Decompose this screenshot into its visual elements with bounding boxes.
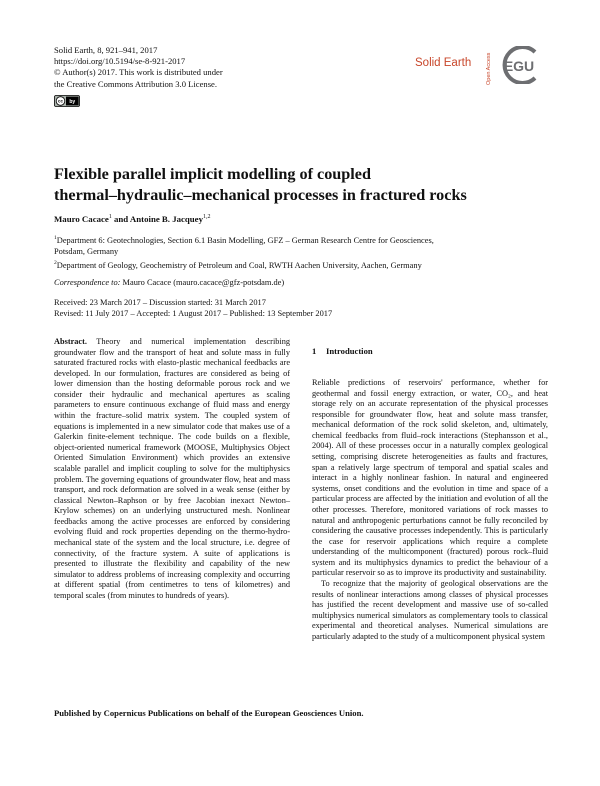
intro-paragraph-1: Reliable predictions of reservoirs' performance, whether for geothermal and fossil energy extraction, or water, CO₂, and heat storage rely on an accurate representation of the physical processes responsible for groundwater flow, heat and solute mass transfer, mechanical deformation of the rock solid skeleton, and, ultimately, chemical feedbacks from fluid–rock interactions (Stephansson et al., 2004). All of these processes occur in a naturally complex geological setting, comprising discrete heterogeneities as faults and fractures, span a relatively large spectrum of temporal and spatial scales and interact in a highly nonlinear fashion. In natural and engineered systems, onset conditions and the evolution in time and space of a particular process are affected by the initiation and evolution of all the other processes. Therefore, monitored variations of rock masses to natural and anthropogenic perturbations cannot be fully reconciled by considering the causative processes independently. This is particularly the case for reservoir applications which require a complete understanding of the multicomponent (fractured) porous rock–fluid system and its multiphysics dynamics to predict the behaviour of a particular reservoir so as to improve its productivity and sustainability. [312, 378, 548, 578]
author-name: Antoine B. Jacquey [129, 214, 203, 224]
correspondence-email[interactable]: Mauro Cacace (mauro.cacace@gfz-potsdam.de) [120, 278, 285, 287]
affiliation-1: $^1$Department 6: Geotechnologies, Section 6.1 Basin Modelling, GFZ – German Research Centre for Geosciences, [54, 235, 434, 245]
abstract-paragraph [54, 337, 290, 601]
article-title: Flexible parallel implicit modelling of coupled thermal–hydraulic–mechanical processes in fractured rocks [54, 165, 467, 204]
affiliations: $^1$Department 6: Geotechnologies, Section 6.1 Basin Modelling, GFZ – German Research Centre for Geosciences, Potsdam, Germany $^2$Department of Geology, Geochemistry of Petroleum and Coal, RWTH Aachen University, Aachen, Germany [54, 233, 554, 271]
journal-brand [415, 44, 545, 84]
section-heading-introduction: 1 Introduction [312, 346, 373, 356]
correspondence: Correspondence to: Mauro Cacace (mauro.cacace@gfz-potsdam.de) [54, 278, 285, 287]
affiliation-2: $^2$Department of Geology, Geochemistry of Petroleum and Coal, RWTH Aachen University, Aachen, Germany [54, 259, 422, 270]
author-name: Mauro Cacace [54, 214, 109, 224]
intro-paragraph-2: To recognize that the majority of geological observations are the results of nonlinear interactions among classes of physical processes has justified the recent development and massive use of so-called multiphysics numerical simulators as complementary tools to classical experimental and theoretical analyses. Numerical simulations are particularly adapted to the study of a multicomponent physical system [312, 578, 548, 641]
abstract-label: Abstract. [54, 337, 87, 346]
license-line: the Creative Commons Attribution 3.0 License. [54, 78, 218, 89]
journal-name: Solid Earth [415, 57, 472, 69]
svg-text:cc: cc [58, 98, 63, 104]
svg-text:by: by [69, 99, 76, 106]
svg-text:EGU: EGU [503, 58, 535, 74]
doi-link[interactable]: https://doi.org/10.5194/se-8-921-2017 [54, 56, 186, 67]
copyright-line: © Author(s) 2017. This work is distributed under [54, 67, 223, 78]
article-dates: Received: 23 March 2017 – Discussion started: 31 March 2017 Revised: 11 July 2017 – Accepted: 1 August 2017 – Published: 13 September 2017 [54, 298, 333, 319]
publisher-footer: Published by Copernicus Publications on behalf of the European Geosciences Union. [54, 708, 364, 718]
abstract-text: Theory and numerical implementation describing groundwater flow and the transport of heat and solute mass in fully saturated fractured rocks with elasto-plastic mechanical feedbacks are developed. In our formulation, fractures are considered as being of lower dimension than the hosting deformable porous rock and we consider their hydraulic and mechanical apertures as scaling parameters to ensure continuous exchange of fluid mass and energy within the fracture–solid matrix system. The coupled system of equations is implemented in a new simulator code that makes use of a Galerkin finite-element technique. The code builds on a flexible, object-oriented numerical framework (MOOSE, Multiphysics Object Oriented Simulation Environment) which provides an extensive scalable parallel and implicit coupling to solve for the multiphysics problem. The governing equations of groundwater flow, heat and mass transport, and rock deformation are solved in a weak sense (either by classical Newton–Raphson or by free Jacobian inexact Newton–Krylow schemes) on an underlying unstructured mesh. Nonlinear feedbacks among the active processes are enforced by considering evolving fluid and rock properties depending on the thermo-hydro-mechanical state of the system and the local structure, i.e. degree of connectivity, of the fracture system. A suite of applications is presented to illustrate the flexibility and capability of the new simulator to address problems of increasing complexity and occurring at different spatial (from centimetres to tens of kilometres) and temporal scales (from minutes to hundreds of years). [54, 337, 290, 600]
egu-logo-icon [495, 46, 543, 84]
open-access-label: Open Access [486, 52, 492, 85]
introduction-column [312, 378, 548, 642]
journal-citation: Solid Earth, 8, 921–941, 2017 [54, 45, 158, 55]
cc-by-license-icon[interactable] [54, 95, 80, 107]
author-list: Mauro Cacace$^1$ and Antoine B. Jacquey$^{1,2}$ [54, 214, 211, 224]
abstract-column [54, 337, 290, 601]
journal-meta [54, 45, 223, 90]
